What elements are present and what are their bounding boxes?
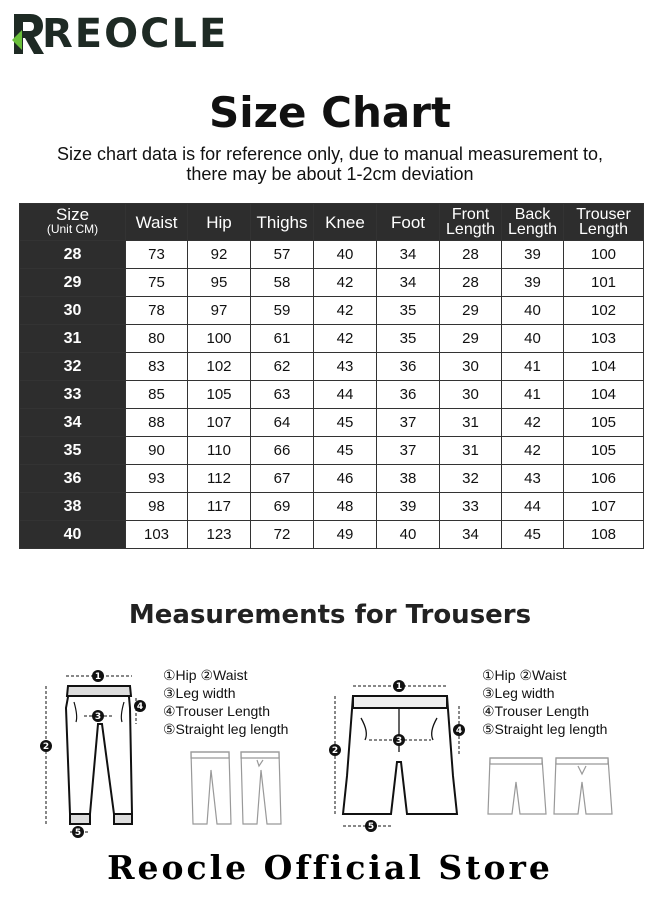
value-cell: 28 xyxy=(440,269,502,297)
header-front-length xyxy=(440,204,502,241)
legend-right-item: ⑤Straight leg length xyxy=(482,721,608,737)
legend-right-item: ③Leg width xyxy=(482,685,555,701)
legend-right-item: ④Trouser Length xyxy=(482,703,589,719)
marker-3: 3 xyxy=(94,712,102,722)
value-cell: 31 xyxy=(440,437,502,465)
value-cell: 72 xyxy=(251,521,314,549)
logo-r-icon xyxy=(12,14,44,54)
value-cell: 123 xyxy=(188,521,251,549)
header-waist: Waist xyxy=(126,204,188,241)
value-cell: 117 xyxy=(188,493,251,521)
size-cell: 30 xyxy=(20,297,126,325)
value-cell: 40 xyxy=(377,521,440,549)
value-cell: 98 xyxy=(126,493,188,521)
value-cell: 103 xyxy=(126,521,188,549)
size-cell: 34 xyxy=(20,409,126,437)
legend-left-item: ⑤Straight leg length xyxy=(163,721,289,737)
size-cell: 32 xyxy=(20,353,126,381)
size-cell: 33 xyxy=(20,381,126,409)
long-trousers-sketches xyxy=(185,748,295,828)
value-cell: 45 xyxy=(314,409,377,437)
size-cell: 36 xyxy=(20,465,126,493)
value-cell: 59 xyxy=(251,297,314,325)
table-row xyxy=(20,465,644,493)
header-size xyxy=(20,204,126,241)
value-cell: 36 xyxy=(377,353,440,381)
value-cell: 102 xyxy=(564,297,644,325)
value-cell: 30 xyxy=(440,353,502,381)
table-row xyxy=(20,325,644,353)
value-cell: 85 xyxy=(126,381,188,409)
value-cell: 40 xyxy=(502,297,564,325)
size-cell: 35 xyxy=(20,437,126,465)
value-cell: 42 xyxy=(502,409,564,437)
value-cell: 83 xyxy=(126,353,188,381)
value-cell: 64 xyxy=(251,409,314,437)
value-cell: 66 xyxy=(251,437,314,465)
value-cell: 36 xyxy=(377,381,440,409)
header-thighs: Thighs xyxy=(251,204,314,241)
value-cell: 75 xyxy=(126,269,188,297)
value-cell: 37 xyxy=(377,409,440,437)
value-cell: 34 xyxy=(377,269,440,297)
header-trouser-length xyxy=(564,204,644,241)
legend-left-item: ③Leg width xyxy=(163,685,236,701)
value-cell: 104 xyxy=(564,381,644,409)
value-cell: 28 xyxy=(440,241,502,269)
value-cell: 92 xyxy=(188,241,251,269)
value-cell: 32 xyxy=(440,465,502,493)
value-cell: 29 xyxy=(440,297,502,325)
legend-right-item: ①Hip ②Waist xyxy=(482,667,567,683)
marker-3: 3 xyxy=(395,736,403,746)
store-name: Reocle Official Store xyxy=(107,848,553,887)
value-cell: 42 xyxy=(502,437,564,465)
marker-5: 5 xyxy=(367,822,375,832)
value-cell: 42 xyxy=(314,269,377,297)
value-cell: 105 xyxy=(564,409,644,437)
table-row xyxy=(20,353,644,381)
note-line-2: there may be about 1-2cm deviation xyxy=(186,164,474,184)
header-front-line1: Front xyxy=(451,206,490,223)
value-cell: 37 xyxy=(377,437,440,465)
table-header-row xyxy=(20,204,644,241)
value-cell: 39 xyxy=(502,269,564,297)
value-cell: 45 xyxy=(502,521,564,549)
legend-left-item: ①Hip ②Waist xyxy=(163,667,248,683)
value-cell: 63 xyxy=(251,381,314,409)
value-cell: 40 xyxy=(314,241,377,269)
value-cell: 104 xyxy=(564,353,644,381)
value-cell: 38 xyxy=(377,465,440,493)
header-back-line1: Back xyxy=(514,206,551,223)
marker-1: 1 xyxy=(395,682,403,692)
marker-4: 4 xyxy=(136,702,144,712)
value-cell: 42 xyxy=(314,297,377,325)
measurements-title: Measurements for Trousers xyxy=(128,600,532,630)
marker-4: 4 xyxy=(455,726,463,736)
value-cell: 61 xyxy=(251,325,314,353)
shorts-diagram xyxy=(325,676,475,836)
note-line-1: Size chart data is for reference only, due to manual measurement to, xyxy=(57,144,603,164)
header-knee: Knee xyxy=(314,204,377,241)
marker-5: 5 xyxy=(74,828,82,838)
value-cell: 39 xyxy=(377,493,440,521)
header-front-line2: Length xyxy=(446,221,495,238)
shorts-sketches xyxy=(486,752,626,820)
value-cell: 48 xyxy=(314,493,377,521)
size-cell: 29 xyxy=(20,269,126,297)
value-cell: 107 xyxy=(564,493,644,521)
value-cell: 41 xyxy=(502,381,564,409)
value-cell: 100 xyxy=(564,241,644,269)
table-row xyxy=(20,521,644,549)
value-cell: 95 xyxy=(188,269,251,297)
value-cell: 35 xyxy=(377,325,440,353)
value-cell: 108 xyxy=(564,521,644,549)
value-cell: 44 xyxy=(502,493,564,521)
header-hip: Hip xyxy=(188,204,251,241)
value-cell: 73 xyxy=(126,241,188,269)
value-cell: 40 xyxy=(502,325,564,353)
value-cell: 100 xyxy=(188,325,251,353)
value-cell: 110 xyxy=(188,437,251,465)
header-foot: Foot xyxy=(377,204,440,241)
value-cell: 105 xyxy=(188,381,251,409)
value-cell: 45 xyxy=(314,437,377,465)
value-cell: 58 xyxy=(251,269,314,297)
table-row xyxy=(20,241,644,269)
value-cell: 35 xyxy=(377,297,440,325)
legend-left-item: ④Trouser Length xyxy=(163,703,270,719)
table-row xyxy=(20,381,644,409)
value-cell: 80 xyxy=(126,325,188,353)
value-cell: 88 xyxy=(126,409,188,437)
value-cell: 90 xyxy=(126,437,188,465)
header-trouser-line2: Length xyxy=(579,221,628,238)
value-cell: 42 xyxy=(314,325,377,353)
header-trouser-line1: Trouser xyxy=(576,206,631,223)
value-cell: 97 xyxy=(188,297,251,325)
value-cell: 102 xyxy=(188,353,251,381)
header-back-line2: Length xyxy=(508,221,557,238)
header-back-length xyxy=(502,204,564,241)
page-title: Size Chart xyxy=(208,88,452,137)
size-table xyxy=(19,203,644,549)
table-row xyxy=(20,297,644,325)
marker-2: 2 xyxy=(331,746,339,756)
value-cell: 30 xyxy=(440,381,502,409)
size-cell: 40 xyxy=(20,521,126,549)
value-cell: 34 xyxy=(377,241,440,269)
header-size-unit: (Unit CM) xyxy=(46,222,99,236)
legend-left xyxy=(163,666,288,738)
table-row xyxy=(20,437,644,465)
table-row xyxy=(20,269,644,297)
value-cell: 43 xyxy=(314,353,377,381)
value-cell: 44 xyxy=(314,381,377,409)
size-cell: 38 xyxy=(20,493,126,521)
brand-name: REOCLE xyxy=(42,11,229,57)
value-cell: 39 xyxy=(502,241,564,269)
value-cell: 106 xyxy=(564,465,644,493)
value-cell: 41 xyxy=(502,353,564,381)
value-cell: 46 xyxy=(314,465,377,493)
value-cell: 67 xyxy=(251,465,314,493)
value-cell: 107 xyxy=(188,409,251,437)
long-trousers-diagram xyxy=(36,664,156,840)
size-cell: 31 xyxy=(20,325,126,353)
value-cell: 105 xyxy=(564,437,644,465)
marker-1: 1 xyxy=(94,672,102,682)
table-row xyxy=(20,409,644,437)
value-cell: 103 xyxy=(564,325,644,353)
table-row xyxy=(20,493,644,521)
value-cell: 62 xyxy=(251,353,314,381)
value-cell: 57 xyxy=(251,241,314,269)
marker-2: 2 xyxy=(42,742,50,752)
value-cell: 33 xyxy=(440,493,502,521)
value-cell: 78 xyxy=(126,297,188,325)
value-cell: 31 xyxy=(440,409,502,437)
header-size-label: Size xyxy=(55,205,90,224)
legend-right xyxy=(482,666,607,738)
value-cell: 29 xyxy=(440,325,502,353)
value-cell: 69 xyxy=(251,493,314,521)
value-cell: 49 xyxy=(314,521,377,549)
value-cell: 101 xyxy=(564,269,644,297)
value-cell: 112 xyxy=(188,465,251,493)
value-cell: 43 xyxy=(502,465,564,493)
value-cell: 93 xyxy=(126,465,188,493)
size-cell: 28 xyxy=(20,241,126,269)
value-cell: 34 xyxy=(440,521,502,549)
